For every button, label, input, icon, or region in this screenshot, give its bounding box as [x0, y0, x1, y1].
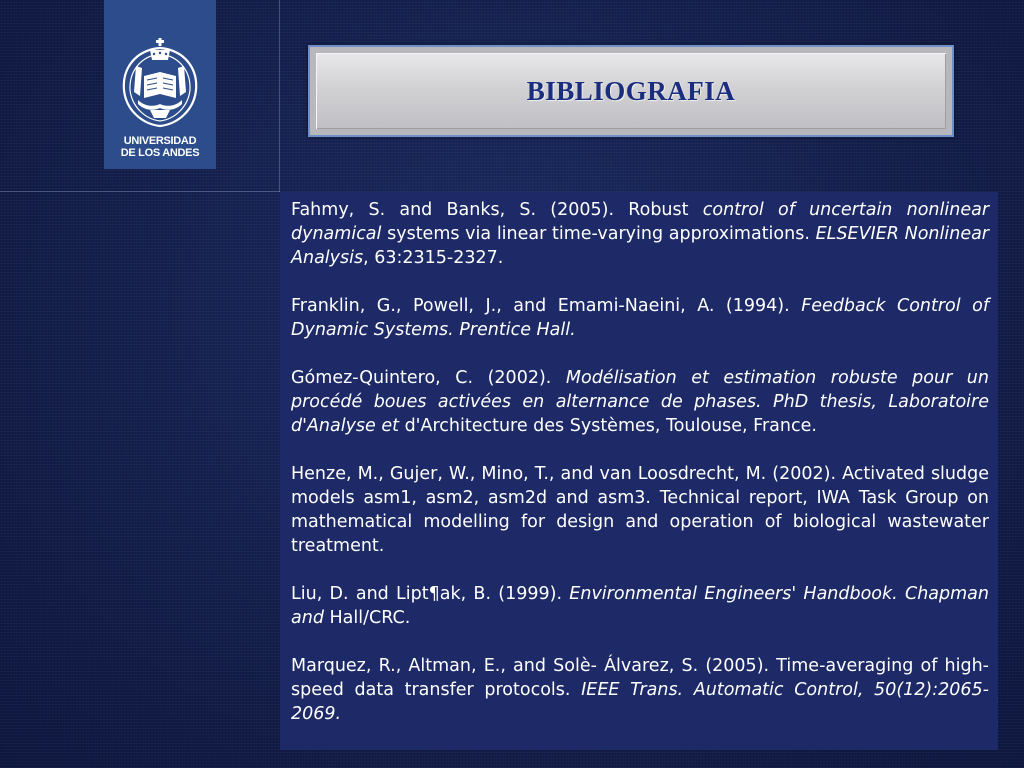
reference-text-segment: , 63:2315-2327. [363, 248, 504, 268]
reference-entry [291, 366, 989, 438]
reference-entry [291, 294, 989, 342]
title-banner [308, 45, 954, 137]
reference-italic-segment: Environmental Engineers' Handbook. Chapman and [291, 584, 989, 628]
reference-text-segment: Hall/CRC. [323, 608, 411, 628]
reference-italic-segment: IEEE Trans. Automatic Control, 50(12):2065-2069. [291, 680, 989, 724]
reference-entry [291, 462, 989, 558]
reference-text-segment: Franklin, G., Powell, J., and Emami-Naeini, A. (1994). [291, 296, 802, 316]
university-name-line1: UNIVERSIDAD [123, 135, 197, 147]
university-name [121, 135, 200, 159]
reference-list [280, 192, 998, 750]
reference-text-segment: Marquez, R., Altman, E., and Solè- Álvarez, S. (2005). Time-averaging of high-speed data transfer protocols. [291, 656, 989, 700]
reference-italic-segment: Feedback Control of Dynamic Systems. Prentice Hall. [291, 296, 989, 340]
reference-entry [291, 198, 989, 270]
title-banner-inner [316, 53, 946, 129]
reference-text-segment: systems via linear time-varying approximations. [381, 224, 816, 244]
reference-text-segment: Henze, M., Gujer, W., Mino, T., and van Loosdrecht, M. (2002). Activated sludge models asm1, asm2, asm2d and asm3. Technical report, IWA Task Group on mathematical modelling for design and operation of biological wastewater treatment. [291, 464, 989, 556]
reference-text-segment: Liu, D. and Lipt¶ak, B. (1999). [291, 584, 570, 604]
university-crest-icon [116, 38, 204, 130]
university-name-line2: DE LOS ANDES [120, 147, 200, 159]
reference-entry [291, 582, 989, 630]
reference-italic-segment: ELSEVIER Nonlinear Analysis [291, 224, 989, 268]
reference-text-segment: Fahmy, S. and Banks, S. (2005). Robust [291, 200, 703, 220]
university-logo [104, 0, 216, 169]
header-divider-vertical [279, 0, 280, 192]
reference-italic-segment: Modélisation et estimation robuste pour un procédé boues activées en alternance de phases. PhD thesis, Laboratoire d'Analyse et [291, 368, 989, 436]
header-divider-horizontal [0, 191, 280, 192]
reference-text-segment: d'Architecture des Systèmes, Toulouse, France. [399, 416, 817, 436]
reference-italic-segment: control of uncertain nonlinear dynamical [291, 200, 990, 244]
reference-text-segment: Gómez-Quintero, C. (2002). [291, 368, 566, 388]
slide-title: BIBLIOGRAFIA [526, 75, 736, 106]
reference-entry [291, 654, 989, 726]
